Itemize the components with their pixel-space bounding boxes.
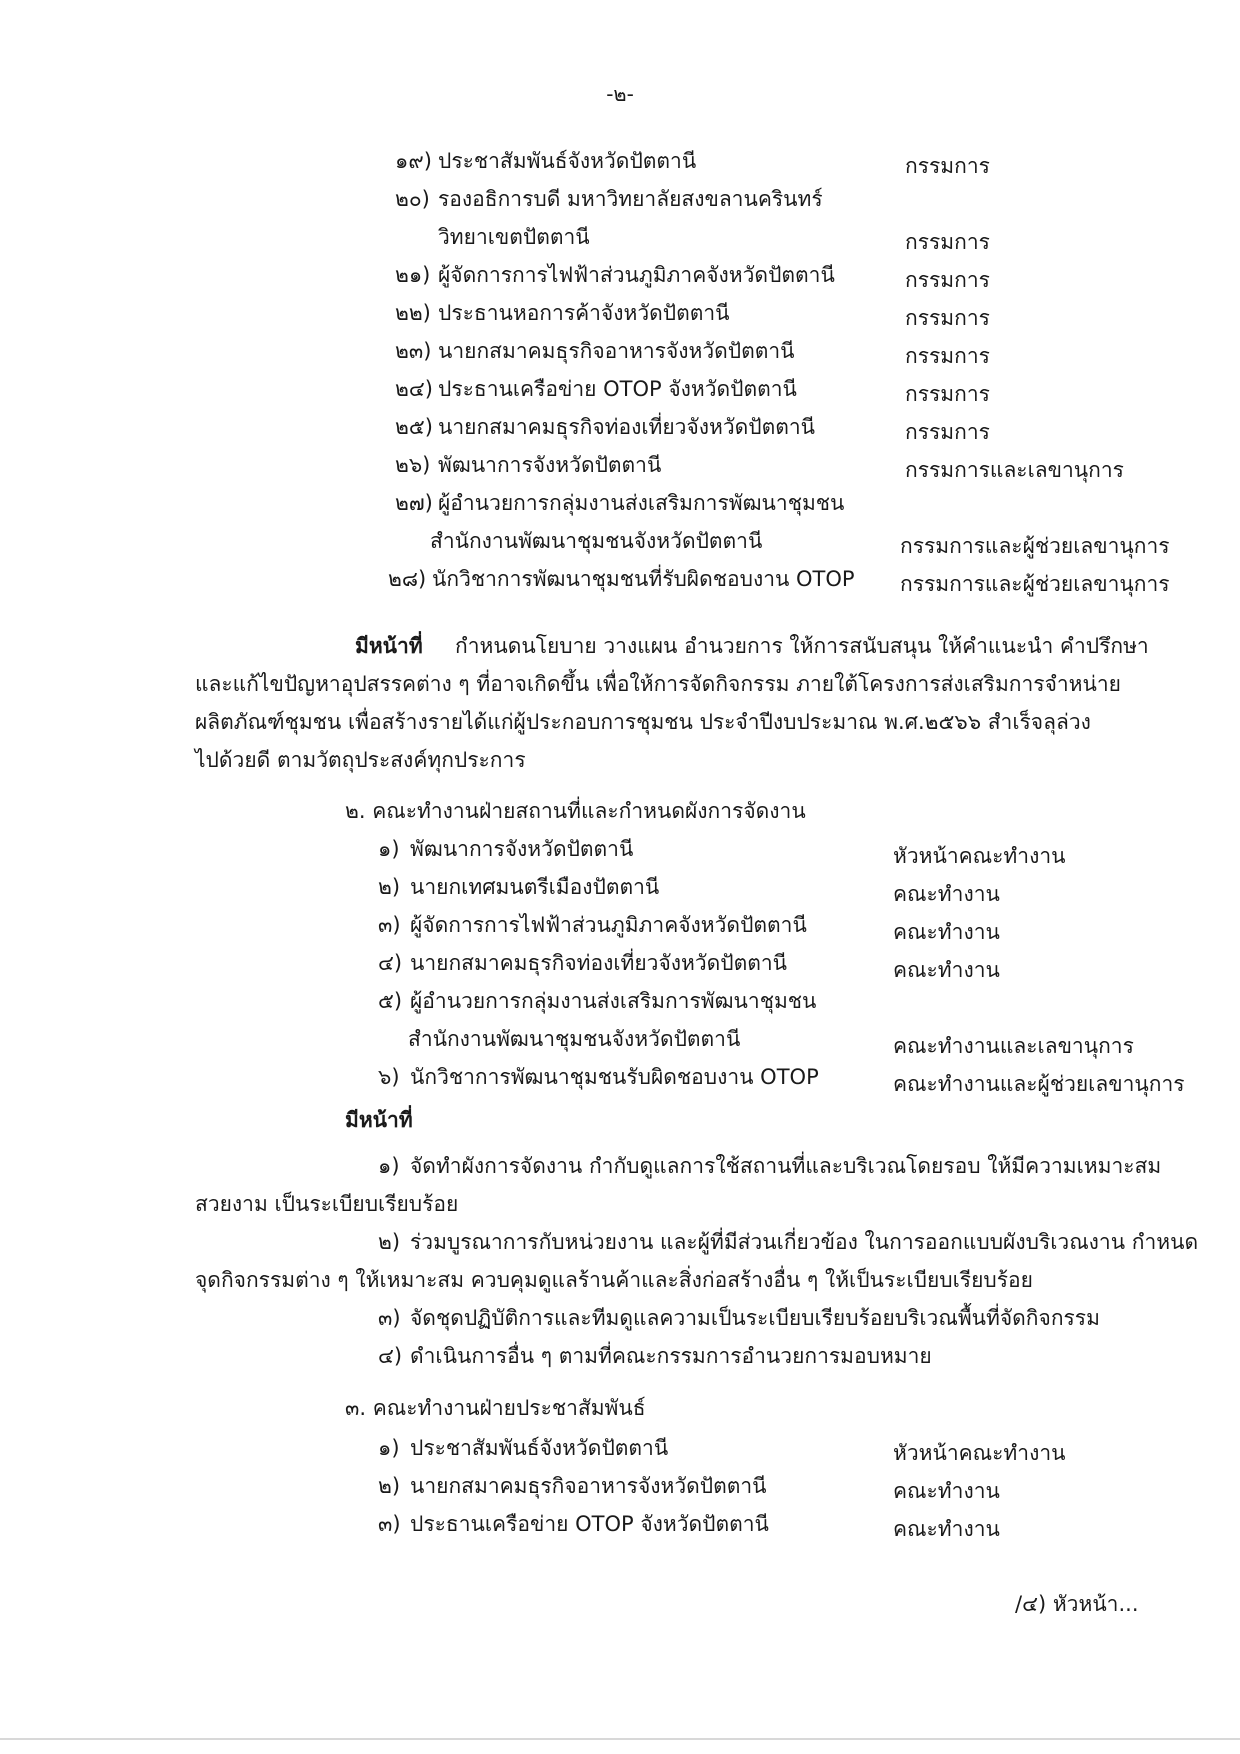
section-heading: ๓. คณะทำงานฝ่ายประชาสัมพันธ์ [345, 1396, 646, 1420]
member-number: ๕) [378, 989, 403, 1013]
member-role: กรรมการ [905, 344, 990, 368]
member-name: ประธานเครือข่าย OTOP จังหวัดปัตตานี [410, 1512, 769, 1536]
member-name: ประธานหอการค้าจังหวัดปัตตานี [438, 301, 730, 325]
member-name: นักวิชาการพัฒนาชุมชนรับผิดชอบงาน OTOP [410, 1065, 819, 1089]
duty-number: ๒) [378, 1230, 401, 1254]
member-name: พัฒนาการจังหวัดปัตตานี [438, 453, 662, 477]
member-role: คณะทำงาน [893, 882, 1000, 906]
member-role: คณะทำงาน [893, 920, 1000, 944]
member-number: ๒๑) [395, 263, 431, 287]
member-role: คณะทำงาน [893, 1479, 1000, 1503]
duty-line: ร่วมบูรณาการกับหน่วยงาน และผู้ที่มีส่วนเกี่ยวข้อง ในการออกแบบผังบริเวณงาน กำหนด [410, 1230, 1199, 1254]
duty-line: กำหนดนโยบาย วางแผน อำนวยการ ให้การสนับสนุน ให้คำแนะนำ คำปรึกษา [455, 634, 1149, 658]
member-role: กรรมการและผู้ช่วยเลขานุการ [900, 572, 1170, 596]
member-name: ประชาสัมพันธ์จังหวัดปัตตานี [410, 1436, 669, 1460]
member-number: ๔) [378, 951, 403, 975]
member-name: นายกสมาคมธุรกิจท่องเที่ยวจังหวัดปัตตานี [438, 415, 816, 439]
member-name-continuation: สำนักงานพัฒนาชุมชนจังหวัดปัตตานี [430, 529, 763, 553]
member-number: ๒๖) [395, 453, 431, 477]
section-heading: ๒. คณะทำงานฝ่ายสถานที่และกำหนดผังการจัดงาน [345, 799, 806, 823]
duty-number: ๔) [378, 1344, 403, 1368]
member-number: ๒) [378, 1474, 401, 1498]
duty-number: ๑) [378, 1154, 400, 1178]
duty-label: มีหน้าที่ [355, 634, 423, 658]
member-role: คณะทำงานและเลขานุการ [893, 1034, 1134, 1058]
duty-line: ดำเนินการอื่น ๆ ตามที่คณะกรรมการอำนวยการมอบหมาย [410, 1344, 932, 1368]
member-number: ๓) [378, 1512, 401, 1536]
duty-line: ไปด้วยดี ตามวัตถุประสงค์ทุกประการ [195, 748, 526, 772]
member-role: หัวหน้าคณะทำงาน [893, 844, 1066, 868]
member-name: นายกสมาคมธุรกิจท่องเที่ยวจังหวัดปัตตานี [410, 951, 788, 975]
member-name-continuation: วิทยาเขตปัตตานี [438, 225, 590, 249]
member-name: ผู้อำนวยการกลุ่มงานส่งเสริมการพัฒนาชุมชน [410, 989, 817, 1013]
member-name: นายกเทศมนตรีเมืองปัตตานี [410, 875, 660, 899]
duty-line: จุดกิจกรรมต่าง ๆ ให้เหมาะสม ควบคุมดูแลร้านค้าและสิ่งก่อสร้างอื่น ๆ ให้เป็นระเบียบเรียบร้อย [195, 1268, 1033, 1292]
member-name: ผู้จัดการการไฟฟ้าส่วนภูมิภาคจังหวัดปัตตานี [410, 913, 807, 937]
duty-label: มีหน้าที่ [345, 1108, 413, 1132]
member-number: ๒๘) [388, 567, 427, 591]
duty-number: ๓) [378, 1306, 401, 1330]
member-role: กรรมการ [905, 230, 990, 254]
member-name-continuation: สำนักงานพัฒนาชุมชนจังหวัดปัตตานี [408, 1027, 741, 1051]
duty-line: จัดชุดปฏิบัติการและทีมดูแลความเป็นระเบียบเรียบร้อยบริเวณพื้นที่จัดกิจกรรม [410, 1306, 1100, 1330]
member-name: รองอธิการบดี มหาวิทยาลัยสงขลานครินทร์ [438, 187, 823, 211]
member-role: คณะทำงานและผู้ช่วยเลขานุการ [893, 1072, 1185, 1096]
duty-line: จัดทำผังการจัดงาน กำกับดูแลการใช้สถานที่และบริเวณโดยรอบ ให้มีความเหมาะสม [410, 1154, 1162, 1178]
member-number: ๖) [378, 1065, 400, 1089]
member-name: ผู้อำนวยการกลุ่มงานส่งเสริมการพัฒนาชุมชน [438, 491, 845, 515]
member-number: ๑) [378, 1436, 400, 1460]
member-role: กรรมการ [905, 268, 990, 292]
duty-line: และแก้ไขปัญหาอุปสรรคต่าง ๆ ที่อาจเกิดขึ้น เพื่อให้การจัดกิจกรรม ภายใต้โครงการส่งเสริมการจำหน่าย [195, 672, 1121, 696]
member-number: ๒๒) [395, 301, 431, 325]
footer-continuation: /๔) หัวหน้า... [1015, 1592, 1139, 1616]
member-role: กรรมการ [905, 154, 990, 178]
member-number: ๑) [378, 837, 400, 861]
member-number: ๒๗) [395, 491, 433, 515]
duty-line: สวยงาม เป็นระเบียบเรียบร้อย [195, 1192, 459, 1216]
member-role: กรรมการ [905, 306, 990, 330]
member-name: ประธานเครือข่าย OTOP จังหวัดปัตตานี [438, 377, 797, 401]
member-number: ๒) [378, 875, 401, 899]
member-name: นักวิชาการพัฒนาชุมชนที่รับผิดชอบงาน OTOP [432, 567, 855, 591]
member-role: คณะทำงาน [893, 958, 1000, 982]
member-number: ๓) [378, 913, 401, 937]
member-name: พัฒนาการจังหวัดปัตตานี [410, 837, 634, 861]
member-role: หัวหน้าคณะทำงาน [893, 1441, 1066, 1465]
page-number: -๒- [606, 82, 634, 106]
member-number: ๑๙) [395, 149, 432, 173]
duty-line: ผลิตภัณฑ์ชุมชน เพื่อสร้างรายได้แก่ผู้ประกอบการชุมชน ประจำปีงบประมาณ พ.ศ.๒๕๖๖ สำเร็จลุล่วง [195, 710, 1091, 734]
member-number: ๒๕) [395, 415, 433, 439]
member-number: ๒๓) [395, 339, 432, 363]
member-role: กรรมการและผู้ช่วยเลขานุการ [900, 534, 1170, 558]
member-role: กรรมการ [905, 382, 990, 406]
member-number: ๒๔) [395, 377, 433, 401]
scan-edge-line [0, 1738, 1240, 1740]
member-role: กรรมการ [905, 420, 990, 444]
member-name: ประชาสัมพันธ์จังหวัดปัตตานี [438, 149, 697, 173]
member-name: นายกสมาคมธุรกิจอาหารจังหวัดปัตตานี [438, 339, 795, 363]
member-role: กรรมการและเลขานุการ [905, 458, 1124, 482]
member-role: คณะทำงาน [893, 1517, 1000, 1541]
member-name: นายกสมาคมธุรกิจอาหารจังหวัดปัตตานี [410, 1474, 767, 1498]
member-number: ๒๐) [395, 187, 430, 211]
member-name: ผู้จัดการการไฟฟ้าส่วนภูมิภาคจังหวัดปัตตานี [438, 263, 835, 287]
